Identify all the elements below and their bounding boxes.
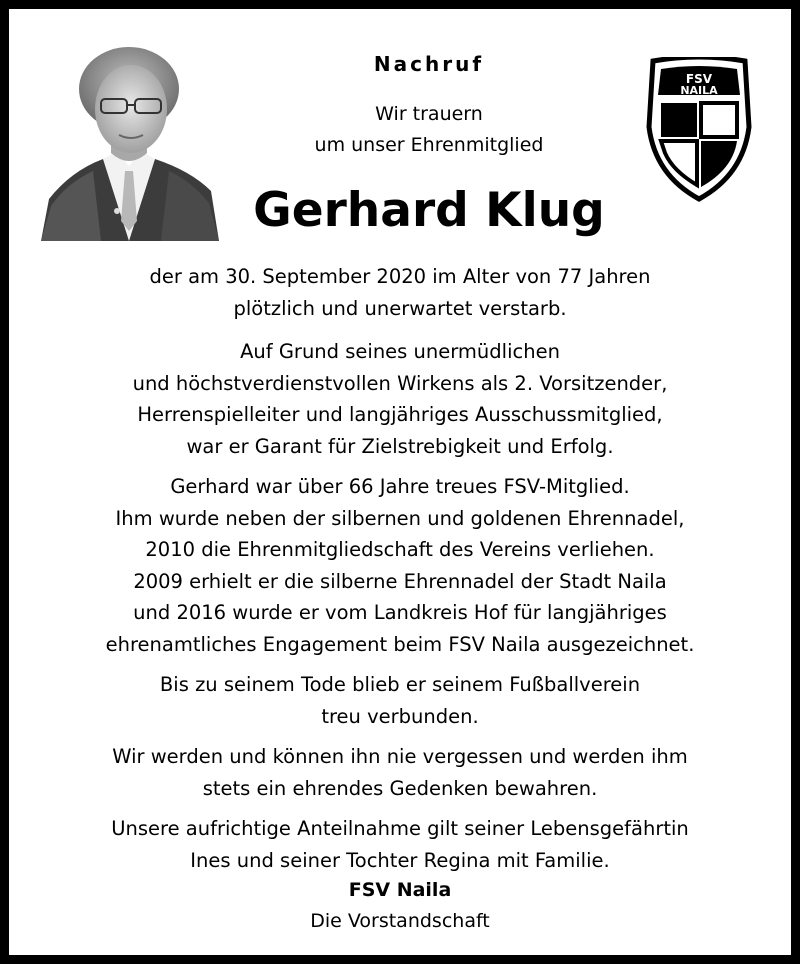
signature-board: Die Vorstandschaft — [310, 910, 490, 932]
signature-organization: FSV Naila — [348, 879, 452, 901]
signature-block — [229, 875, 571, 937]
text-line: 2009 erhielt er die silberne Ehrennadel der Stadt Naila — [133, 569, 667, 593]
text-line: und 2016 wurde er vom Landkreis Hof für langjähriges — [133, 601, 667, 624]
text-line: ehrenamtliches Engagement beim FSV Naila ausgezeichnet. — [105, 632, 695, 656]
obituary-body — [29, 261, 771, 885]
text-line: Unsere aufrichtige Anteilnahme gilt seiner Lebensgefährtin — [111, 817, 689, 840]
paragraph — [29, 741, 771, 804]
logo-text-naila: NAILA — [680, 84, 718, 97]
text-line: Wir werden und können ihn nie vergessen und werden ihm — [112, 745, 688, 768]
text-line: Bis zu seinem Tode blieb er seinem Fußballverein — [159, 673, 641, 696]
deceased-name: Gerhard Klug — [253, 183, 605, 238]
paragraph — [29, 813, 771, 876]
paragraph — [29, 336, 771, 462]
intro-line: Wir trauern — [375, 103, 483, 125]
text-line: plötzlich und unerwartet verstarb. — [233, 296, 567, 320]
paragraph — [29, 261, 771, 324]
text-line: 2010 die Ehrenmitgliedschaft des Vereins verliehen. — [145, 538, 655, 561]
text-line: und höchstverdienstvollen Wirkens als 2. Vorsitzender, — [132, 371, 668, 395]
text-line: Gerhard war über 66 Jahre treues FSV-Mitglied. — [170, 475, 630, 498]
club-logo-icon — [643, 57, 755, 203]
text-line: Ihm wurde neben der silbernen und goldenen Ehrennadel, — [115, 506, 685, 530]
obituary-card — [9, 9, 791, 955]
paragraph — [29, 669, 771, 732]
text-line: Auf Grund seines unermüdlichen — [240, 340, 560, 363]
text-line: war er Garant für Zielstrebigkeit und Erfolg. — [186, 434, 614, 458]
text-line: Herrenspielleiter und langjähriges Ausschussmitglied, — [137, 403, 663, 426]
intro-line: um unser Ehrenmitglied — [314, 134, 544, 156]
text-line: Ines und seiner Tochter Regina mit Familie. — [190, 848, 610, 872]
text-line: treu verbunden. — [321, 704, 479, 728]
text-line: der am 30. September 2020 im Alter von 77 Jahren — [149, 265, 651, 288]
notice-heading: Nachruf — [373, 52, 485, 76]
portrait-photo — [41, 31, 219, 241]
text-line: stets ein ehrendes Gedenken bewahren. — [202, 776, 598, 800]
logo-text-fsv: FSV — [685, 72, 713, 86]
intro-text — [229, 99, 629, 161]
paragraph — [29, 471, 771, 660]
